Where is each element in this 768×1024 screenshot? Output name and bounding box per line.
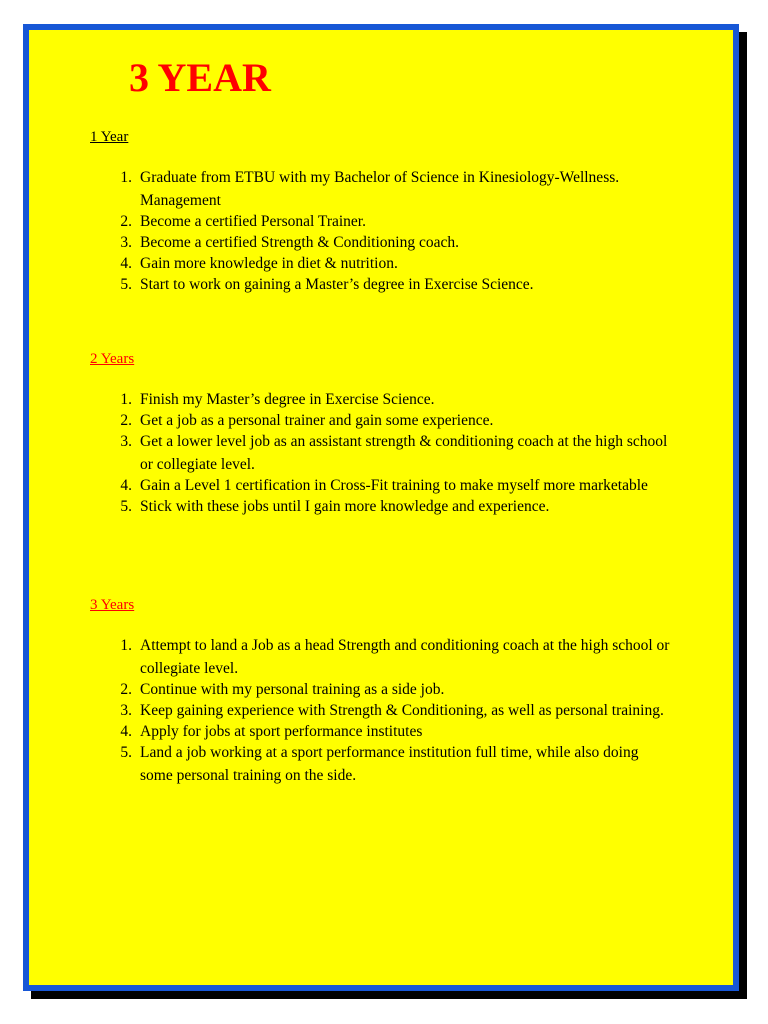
item-text: Gain more knowledge in diet & nutrition. bbox=[140, 255, 398, 272]
item-text: Graduate from ETBU with my Bachelor of Science in Kinesiology-Wellness. Management bbox=[140, 169, 620, 209]
item-text: Get a job as a personal trainer and gain some experience. bbox=[140, 412, 494, 429]
item-number: 1. bbox=[120, 169, 132, 186]
list-item bbox=[110, 210, 670, 233]
item-text: Apply for jobs at sport performance institutes bbox=[140, 723, 423, 740]
list-item bbox=[110, 166, 670, 212]
item-text: Get a lower level job as an assistant strength & conditioning coach at the high school or collegiate level. bbox=[140, 433, 668, 473]
item-text: Gain a Level 1 certification in Cross-Fit training to make myself more marketable bbox=[140, 477, 648, 494]
list-item bbox=[110, 678, 670, 701]
list-item bbox=[110, 720, 670, 743]
goal-list-1-year bbox=[110, 166, 670, 296]
goal-list-2-years bbox=[110, 388, 670, 518]
item-text: Finish my Master’s degree in Exercise Science. bbox=[140, 391, 435, 408]
list-item bbox=[110, 474, 670, 497]
item-number: 5. bbox=[120, 744, 132, 761]
item-text: Attempt to land a Job as a head Strength and conditioning coach at the high school or collegiate level. bbox=[140, 637, 670, 677]
section-heading-1-year: 1 Year bbox=[90, 129, 129, 145]
item-number: 4. bbox=[120, 477, 132, 494]
list-item bbox=[110, 495, 670, 518]
item-text: Keep gaining experience with Strength & Conditioning, as well as personal training. bbox=[140, 702, 664, 719]
list-item bbox=[110, 699, 670, 722]
item-number: 4. bbox=[120, 723, 132, 740]
list-item bbox=[110, 231, 670, 254]
section-heading-2-years: 2 Years bbox=[90, 351, 135, 367]
item-number: 4. bbox=[120, 255, 132, 272]
item-text: Start to work on gaining a Master’s degree in Exercise Science. bbox=[140, 276, 534, 293]
goal-list-3-years bbox=[110, 634, 670, 787]
list-item bbox=[110, 409, 670, 432]
item-text: Become a certified Personal Trainer. bbox=[140, 213, 366, 230]
item-text: Become a certified Strength & Conditioning coach. bbox=[140, 234, 459, 251]
item-number: 3. bbox=[120, 702, 132, 719]
list-item bbox=[110, 741, 670, 787]
list-item bbox=[110, 252, 670, 275]
section-heading-3-years: 3 Years bbox=[90, 597, 135, 613]
document-page bbox=[23, 24, 739, 991]
item-number: 5. bbox=[120, 498, 132, 515]
item-number: 2. bbox=[120, 213, 132, 230]
list-item bbox=[110, 273, 670, 296]
list-item bbox=[110, 430, 670, 476]
item-text: Land a job working at a sport performance institution full time, while also doing some personal training on the side. bbox=[140, 744, 639, 784]
item-number: 3. bbox=[120, 234, 132, 251]
item-text: Continue with my personal training as a side job. bbox=[140, 681, 445, 698]
item-number: 1. bbox=[120, 391, 132, 408]
item-number: 5. bbox=[120, 276, 132, 293]
list-item bbox=[110, 388, 670, 411]
item-number: 2. bbox=[120, 412, 132, 429]
item-number: 2. bbox=[120, 681, 132, 698]
item-number: 1. bbox=[120, 637, 132, 654]
item-text: Stick with these jobs until I gain more knowledge and experience. bbox=[140, 498, 550, 515]
item-number: 3. bbox=[120, 433, 132, 450]
list-item bbox=[110, 634, 670, 680]
page-title: 3 YEAR bbox=[129, 55, 271, 100]
